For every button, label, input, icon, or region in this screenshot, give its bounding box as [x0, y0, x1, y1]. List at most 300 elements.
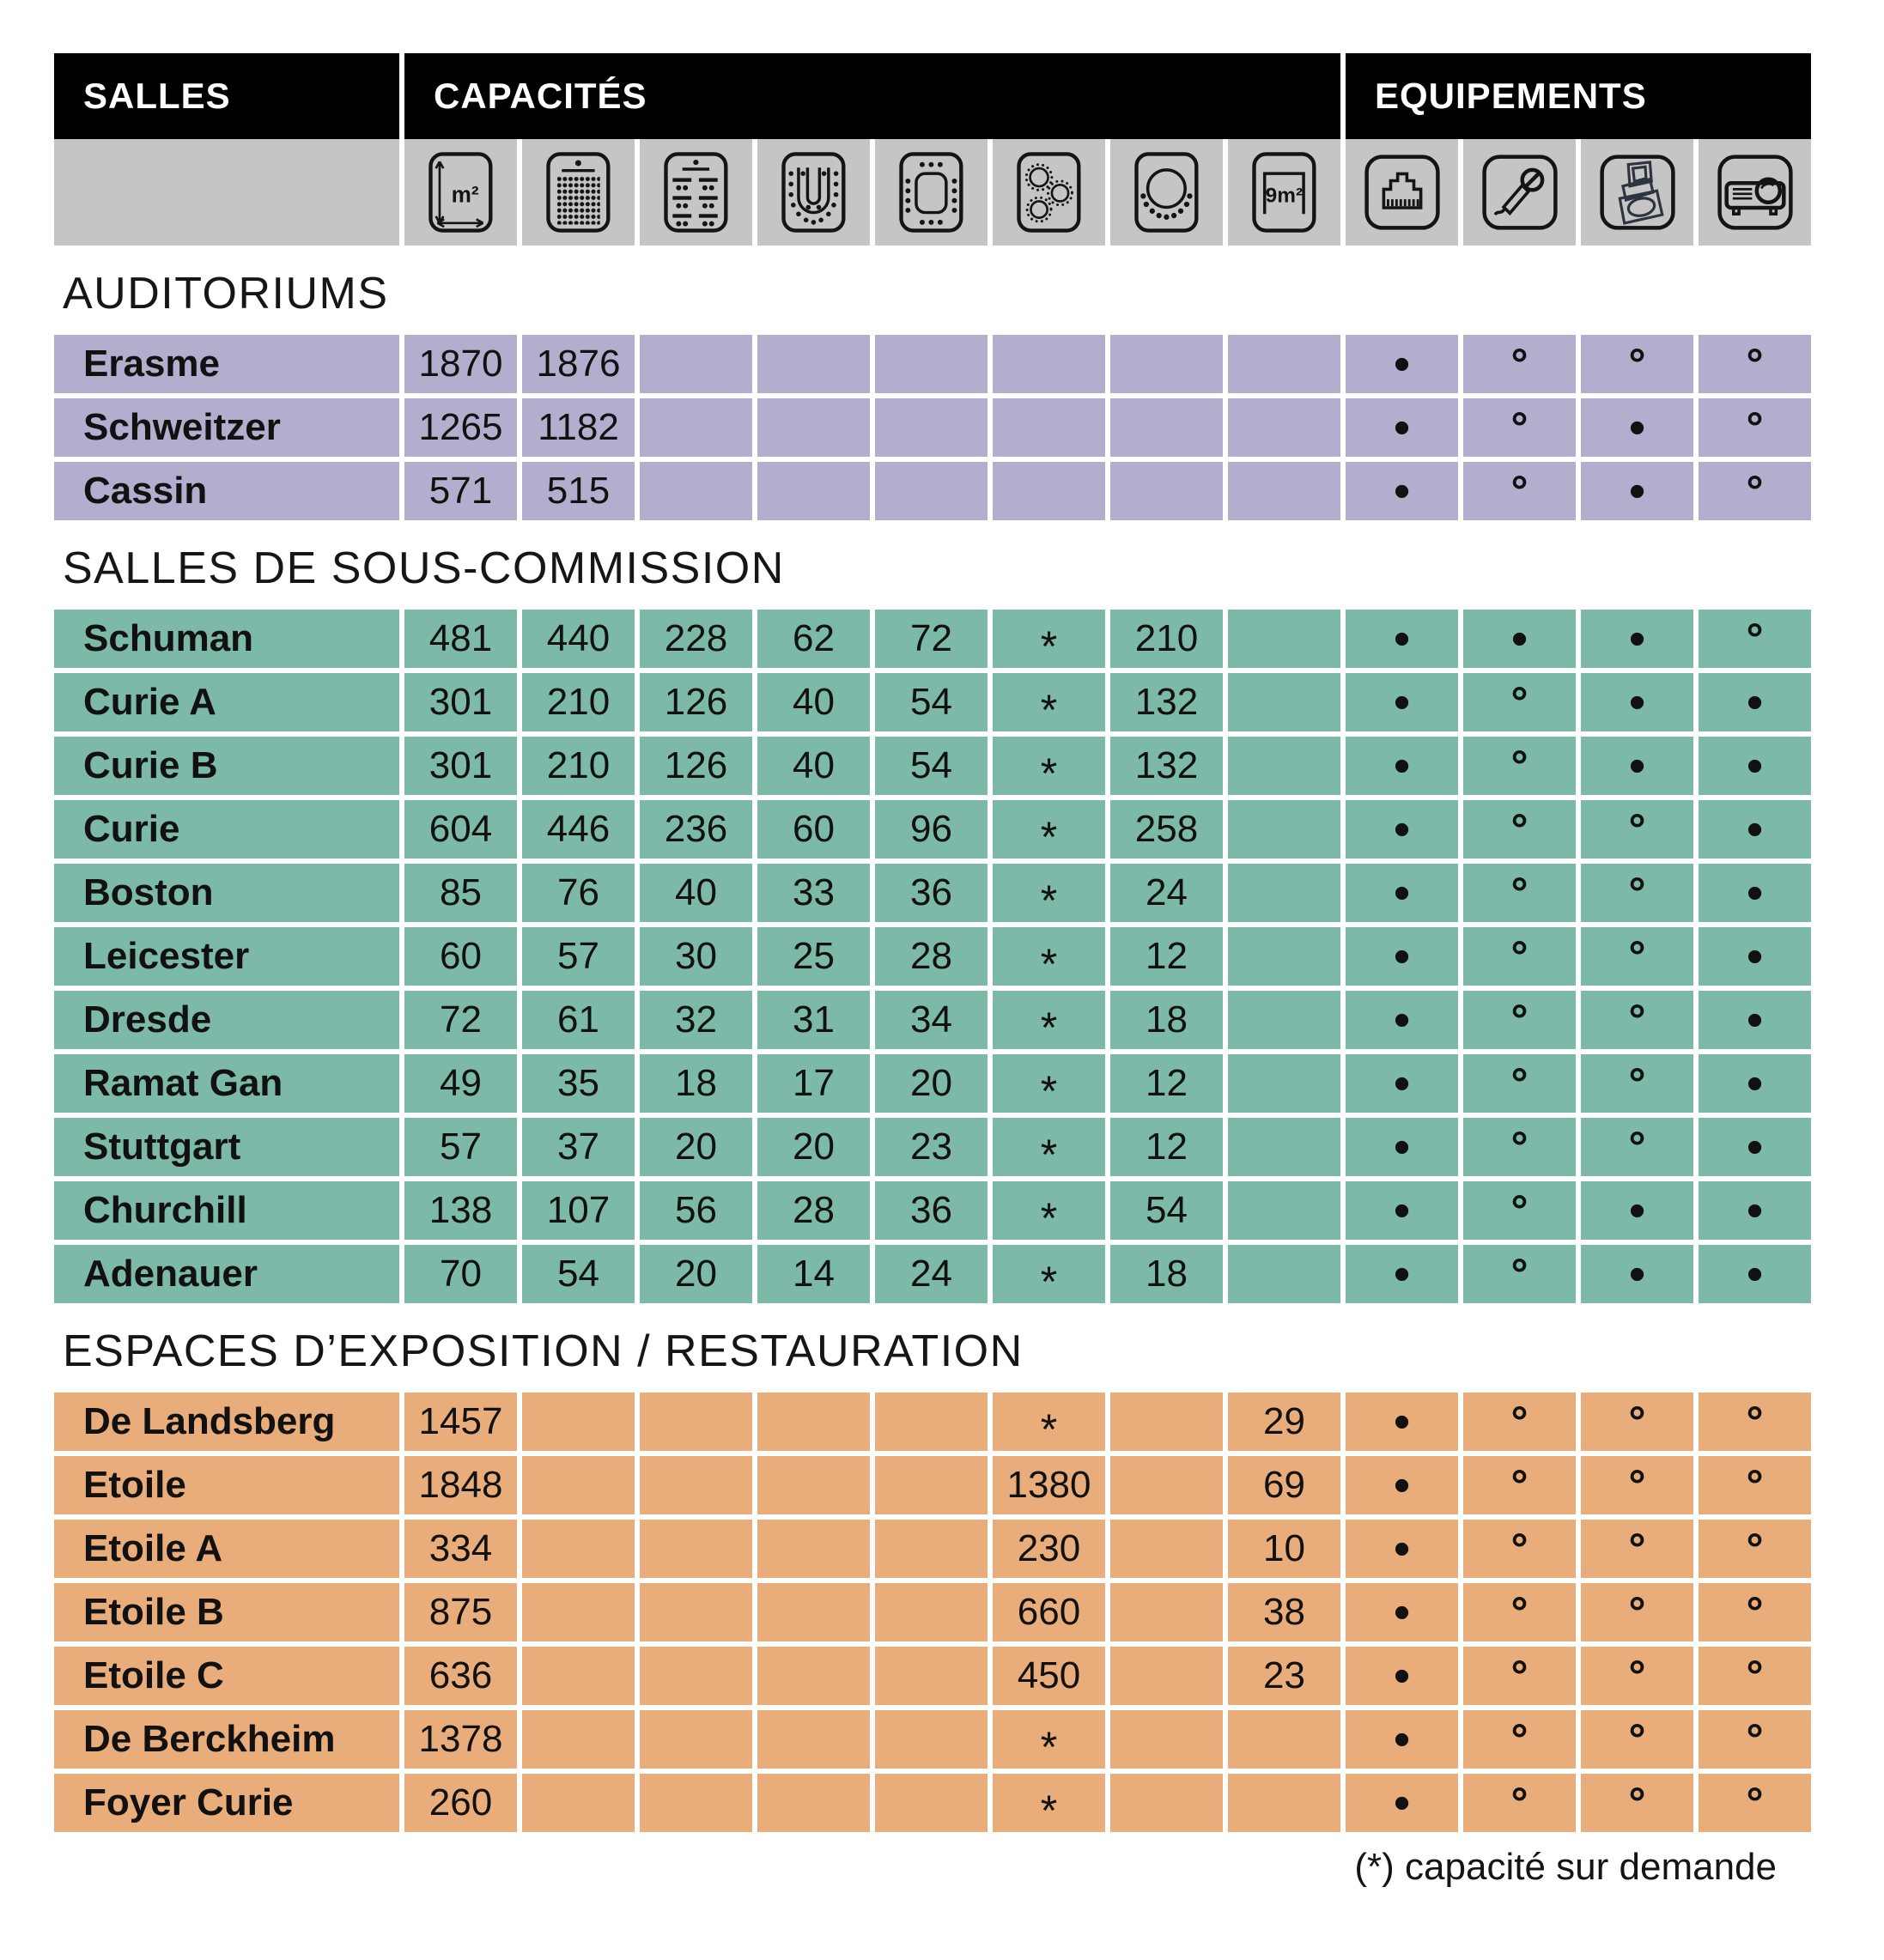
capacity-value: 54	[522, 1245, 635, 1303]
filled-dot-mark: •	[1393, 1458, 1411, 1512]
capacity-on-request-asterisk	[993, 1054, 1105, 1113]
filled-dot-mark: •	[1393, 1585, 1411, 1639]
room-name: Curie A	[54, 673, 399, 731]
equipment-included-dot	[1346, 927, 1458, 986]
filled-dot-mark: •	[1746, 929, 1764, 983]
equipment-included-dot	[1346, 800, 1458, 859]
table-row	[54, 610, 1811, 671]
empty-cell	[875, 1583, 988, 1641]
u-shape-icon	[757, 139, 870, 246]
empty-cell	[1228, 800, 1340, 859]
equipment-included-dot	[1699, 864, 1811, 922]
filled-dot-mark: •	[1393, 1394, 1411, 1448]
equipment-optional-circle	[1699, 1583, 1811, 1641]
empty-cell	[640, 462, 752, 520]
capacity-value: 37	[522, 1118, 635, 1176]
equipment-included-dot	[1346, 1245, 1458, 1303]
equipment-optional-circle	[1581, 1118, 1693, 1176]
open-circle-mark: °	[1628, 340, 1646, 388]
table-row	[54, 864, 1811, 925]
table-row	[54, 1054, 1811, 1113]
empty-cell	[757, 335, 870, 393]
table-row	[54, 1774, 1811, 1835]
filled-dot-mark: •	[1393, 865, 1411, 919]
filled-dot-mark: •	[1393, 802, 1411, 856]
empty-corner-cell	[54, 139, 399, 246]
equipment-included-dot	[1581, 737, 1693, 795]
empty-cell	[1228, 1054, 1340, 1113]
filled-dot-mark: •	[1393, 400, 1411, 454]
capacity-value: 54	[1110, 1181, 1223, 1240]
equipment-included-dot	[1581, 673, 1693, 731]
equipment-optional-circle	[1581, 1647, 1693, 1705]
empty-cell	[640, 1583, 752, 1641]
capacity-value: 85	[404, 864, 517, 922]
equipment-included-dot	[1346, 864, 1458, 922]
empty-cell	[640, 1647, 752, 1705]
capacity-value: 57	[522, 927, 635, 986]
equipment-optional-circle	[1699, 1710, 1811, 1769]
table-row	[54, 1520, 1811, 1578]
equipment-optional-circle	[1463, 1520, 1576, 1578]
equipment-optional-circle	[1581, 1774, 1693, 1832]
empty-cell	[993, 462, 1105, 520]
equipment-optional-circle	[1463, 1647, 1576, 1705]
room-name: Curie	[54, 800, 399, 859]
section-sous-commission	[54, 543, 1811, 1306]
capacity-value: 18	[1110, 1245, 1223, 1303]
empty-cell	[1228, 462, 1340, 520]
equipment-optional-circle	[1699, 610, 1811, 668]
capacity-value: 107	[522, 1181, 635, 1240]
empty-cell	[1110, 462, 1223, 520]
capacity-value: 450	[993, 1647, 1105, 1705]
empty-cell	[1228, 610, 1340, 668]
empty-cell	[522, 1393, 635, 1451]
equipment-included-dot	[1699, 1054, 1811, 1113]
empty-cell	[1228, 991, 1340, 1049]
capacity-value: 126	[640, 673, 752, 731]
room-name: Foyer Curie	[54, 1774, 399, 1832]
empty-cell	[522, 1647, 635, 1705]
room-name: Erasme	[54, 335, 399, 393]
empty-cell	[757, 1520, 870, 1578]
equipment-included-dot	[1346, 462, 1458, 520]
filled-dot-mark: •	[1746, 802, 1764, 856]
empty-cell	[1228, 1118, 1340, 1176]
equipment-optional-circle	[1699, 1647, 1811, 1705]
equipment-optional-circle	[1699, 1456, 1811, 1514]
projector-icon	[1699, 139, 1811, 246]
filled-dot-mark: •	[1628, 1247, 1646, 1301]
equipment-optional-circle	[1463, 1583, 1576, 1641]
capacity-value: 1378	[404, 1710, 517, 1769]
asterisk-mark: *	[1040, 940, 1058, 988]
equipment-included-dot	[1581, 1245, 1693, 1303]
room-name: De Landsberg	[54, 1393, 399, 1451]
capacity-value: 61	[522, 991, 635, 1049]
capacity-value: 31	[757, 991, 870, 1049]
equipment-included-dot	[1699, 991, 1811, 1049]
empty-cell	[1228, 398, 1340, 457]
asterisk-mark: *	[1040, 1131, 1058, 1179]
empty-cell	[757, 462, 870, 520]
empty-cell	[1110, 398, 1223, 457]
table-row	[54, 1181, 1811, 1240]
open-circle-mark: °	[1628, 1715, 1646, 1763]
table-row	[54, 1710, 1811, 1769]
section-rows	[54, 1393, 1811, 1835]
capacity-value: 72	[875, 610, 988, 668]
room-name: Schuman	[54, 610, 399, 668]
open-circle-mark: °	[1628, 1123, 1646, 1171]
empty-cell	[757, 1393, 870, 1451]
open-circle-mark: °	[1510, 1250, 1528, 1298]
empty-cell	[640, 1774, 752, 1832]
open-circle-mark: °	[1510, 1715, 1528, 1763]
filled-dot-mark: •	[1746, 1247, 1764, 1301]
empty-cell	[522, 1774, 635, 1832]
capacity-value: 24	[1110, 864, 1223, 922]
equipment-optional-circle	[1463, 927, 1576, 986]
capacity-value: 57	[404, 1118, 517, 1176]
capacity-value: 210	[522, 737, 635, 795]
filled-dot-mark: •	[1393, 929, 1411, 983]
area-m2-icon	[404, 139, 517, 246]
room-name: Etoile A	[54, 1520, 399, 1578]
equipment-included-dot	[1581, 1181, 1693, 1240]
open-circle-mark: °	[1628, 1059, 1646, 1107]
empty-cell	[875, 462, 988, 520]
open-circle-mark: °	[1628, 805, 1646, 853]
capacity-value: 481	[404, 610, 517, 668]
open-circle-mark: °	[1746, 404, 1764, 452]
equipment-included-dot	[1346, 1710, 1458, 1769]
equipment-optional-circle	[1463, 1181, 1576, 1240]
open-circle-mark: °	[1510, 678, 1528, 726]
empty-cell	[1228, 1710, 1340, 1769]
filled-dot-mark: •	[1393, 1120, 1411, 1174]
capacity-value: 236	[640, 800, 752, 859]
capacity-value: 69	[1228, 1456, 1340, 1514]
equipment-included-dot	[1699, 673, 1811, 731]
filled-dot-mark: •	[1393, 675, 1411, 729]
capacity-on-request-asterisk	[993, 673, 1105, 734]
capacity-value: 18	[1110, 991, 1223, 1049]
rooms-capacity-table	[54, 53, 1811, 1889]
equipment-included-dot	[1699, 1181, 1811, 1240]
equipment-included-dot	[1581, 610, 1693, 668]
filled-dot-mark: •	[1393, 1521, 1411, 1575]
equipment-optional-circle	[1581, 1456, 1693, 1514]
equipment-included-dot	[1346, 1774, 1458, 1832]
capacity-value: 210	[1110, 610, 1223, 668]
capacity-value: 301	[404, 737, 517, 795]
table-row	[54, 1583, 1811, 1641]
open-circle-mark: °	[1510, 1588, 1528, 1636]
section-exposition-restauration	[54, 1326, 1811, 1835]
equipment-included-dot	[1581, 398, 1693, 457]
equipment-optional-circle	[1699, 462, 1811, 520]
equipment-included-dot	[1346, 1054, 1458, 1113]
open-circle-mark: °	[1510, 404, 1528, 452]
table-row	[54, 1118, 1811, 1179]
table-row	[54, 335, 1811, 393]
asterisk-mark: *	[1040, 686, 1058, 734]
empty-cell	[640, 335, 752, 393]
capacity-value: 54	[875, 673, 988, 731]
capacity-value: 72	[404, 991, 517, 1049]
open-circle-mark: °	[1628, 1461, 1646, 1509]
asterisk-mark: *	[1040, 877, 1058, 925]
empty-cell	[1228, 1774, 1340, 1832]
open-circle-mark: °	[1510, 1398, 1528, 1446]
empty-cell	[757, 398, 870, 457]
empty-cell	[522, 1456, 635, 1514]
capacity-value: 230	[993, 1520, 1105, 1578]
equipment-optional-circle	[1463, 1054, 1576, 1113]
empty-cell	[757, 1647, 870, 1705]
equipment-optional-circle	[1463, 1245, 1576, 1303]
equipment-included-dot	[1346, 1393, 1458, 1451]
capacity-value: 334	[404, 1520, 517, 1578]
classroom-icon	[640, 139, 752, 246]
capacity-on-request-asterisk	[993, 927, 1105, 986]
column-icons-row	[54, 139, 1811, 246]
equipment-optional-circle	[1581, 800, 1693, 859]
table-row	[54, 462, 1811, 520]
empty-cell	[993, 398, 1105, 457]
capacity-value: 440	[522, 610, 635, 668]
empty-cell	[1110, 1393, 1223, 1451]
filled-dot-mark: •	[1628, 1183, 1646, 1237]
asterisk-mark: *	[1040, 1258, 1058, 1306]
section-rows	[54, 610, 1811, 1306]
capacity-value: 33	[757, 864, 870, 922]
equipment-optional-circle	[1463, 737, 1576, 795]
filled-dot-mark: •	[1393, 992, 1411, 1047]
capacity-value: 24	[875, 1245, 988, 1303]
open-circle-mark: °	[1746, 1461, 1764, 1509]
table-row	[54, 1245, 1811, 1306]
9m2-label: 9m²	[1265, 184, 1304, 208]
filled-dot-mark: •	[1746, 1120, 1764, 1174]
equipment-included-dot	[1346, 991, 1458, 1049]
capacity-value: 76	[522, 864, 635, 922]
room-name: Adenauer	[54, 1245, 399, 1303]
equipment-optional-circle	[1581, 927, 1693, 986]
capacity-on-request-asterisk	[993, 1710, 1105, 1769]
open-circle-mark: °	[1510, 1123, 1528, 1171]
filled-dot-mark: •	[1746, 1183, 1764, 1237]
room-name: Etoile B	[54, 1583, 399, 1641]
capacity-value: 49	[404, 1054, 517, 1113]
capacity-value: 1848	[404, 1456, 517, 1514]
open-circle-mark: °	[1510, 742, 1528, 790]
capacity-value: 604	[404, 800, 517, 859]
open-circle-mark: °	[1746, 1779, 1764, 1827]
capacity-value: 23	[875, 1118, 988, 1176]
open-circle-mark: °	[1746, 467, 1764, 515]
empty-cell	[757, 1583, 870, 1641]
filled-dot-mark: •	[1628, 464, 1646, 518]
open-circle-mark: °	[1628, 1588, 1646, 1636]
capacity-value: 132	[1110, 673, 1223, 731]
equipment-optional-circle	[1463, 800, 1576, 859]
equipment-included-dot	[1346, 1647, 1458, 1705]
capacity-value: 875	[404, 1583, 517, 1641]
filled-dot-mark: •	[1393, 1056, 1411, 1110]
equipment-optional-circle	[1463, 1118, 1576, 1176]
capacity-value: 1182	[522, 398, 635, 457]
table-row	[54, 991, 1811, 1052]
capacity-on-request-asterisk	[993, 864, 1105, 925]
room-name: Ramat Gan	[54, 1054, 399, 1113]
empty-cell	[1110, 1583, 1223, 1641]
open-circle-mark: °	[1510, 1525, 1528, 1573]
filled-dot-mark: •	[1393, 738, 1411, 792]
open-circle-mark: °	[1746, 1398, 1764, 1446]
capacity-value: 228	[640, 610, 752, 668]
room-name: De Berckheim	[54, 1710, 399, 1769]
capacity-value: 23	[1228, 1647, 1340, 1705]
asterisk-mark: *	[1040, 1067, 1058, 1115]
capacity-value: 132	[1110, 737, 1223, 795]
room-name: Curie B	[54, 737, 399, 795]
open-circle-mark: °	[1510, 1461, 1528, 1509]
equipment-included-dot	[1346, 1181, 1458, 1240]
capacity-value: 25	[757, 927, 870, 986]
capacity-value: 1870	[404, 335, 517, 393]
capacity-value: 30	[640, 927, 752, 986]
header-capacites: CAPACITÉS	[404, 53, 1340, 139]
capacity-value: 10	[1228, 1520, 1340, 1578]
empty-cell	[640, 1520, 752, 1578]
empty-cell	[1228, 864, 1340, 922]
equipment-included-dot	[1699, 1118, 1811, 1176]
empty-cell	[875, 1393, 988, 1451]
capacity-on-request-asterisk	[993, 991, 1105, 1052]
equipment-optional-circle	[1463, 462, 1576, 520]
capacity-value: 60	[757, 800, 870, 859]
equipment-included-dot	[1699, 737, 1811, 795]
table-row	[54, 927, 1811, 986]
filled-dot-mark: •	[1510, 611, 1528, 665]
capacity-value: 301	[404, 673, 517, 731]
capacity-value: 126	[640, 737, 752, 795]
room-name: Leicester	[54, 927, 399, 986]
reception-circle-icon	[1110, 139, 1223, 246]
open-circle-mark: °	[1510, 1186, 1528, 1235]
capacity-value: 660	[993, 1583, 1105, 1641]
capacity-value: 20	[640, 1118, 752, 1176]
open-circle-mark: °	[1746, 1715, 1764, 1763]
filled-dot-mark: •	[1393, 1247, 1411, 1301]
equipment-optional-circle	[1581, 864, 1693, 922]
capacity-value: 258	[1110, 800, 1223, 859]
capacity-value: 62	[757, 610, 870, 668]
open-circle-mark: °	[1510, 467, 1528, 515]
empty-cell	[875, 1520, 988, 1578]
filled-dot-mark: •	[1746, 675, 1764, 729]
empty-cell	[1110, 335, 1223, 393]
capacity-value: 12	[1110, 927, 1223, 986]
empty-cell	[522, 1583, 635, 1641]
equipment-optional-circle	[1463, 398, 1576, 457]
capacity-value: 38	[1228, 1583, 1340, 1641]
equipment-included-dot	[1699, 800, 1811, 859]
open-circle-mark: °	[1510, 869, 1528, 917]
equipment-optional-circle	[1463, 1456, 1576, 1514]
filled-dot-mark: •	[1628, 400, 1646, 454]
boardroom-icon	[875, 139, 988, 246]
table-row	[54, 1647, 1811, 1705]
capacity-on-request-asterisk	[993, 1393, 1105, 1451]
asterisk-mark: *	[1040, 1194, 1058, 1242]
open-circle-mark: °	[1510, 1779, 1528, 1827]
asterisk-mark: *	[1040, 1004, 1058, 1052]
capacity-value: 571	[404, 462, 517, 520]
filled-dot-mark: •	[1746, 865, 1764, 919]
equipment-optional-circle	[1463, 1710, 1576, 1769]
equipment-optional-circle	[1463, 1393, 1576, 1451]
capacity-on-request-asterisk	[993, 1245, 1105, 1306]
equipment-included-dot	[1346, 1456, 1458, 1514]
table-row	[54, 1393, 1811, 1451]
open-circle-mark: °	[1628, 1779, 1646, 1827]
capacity-value: 28	[875, 927, 988, 986]
room-name: Dresde	[54, 991, 399, 1049]
open-circle-mark: °	[1510, 996, 1528, 1044]
empty-cell	[1228, 1181, 1340, 1240]
capacity-value: 636	[404, 1647, 517, 1705]
capacity-value: 1876	[522, 335, 635, 393]
filled-dot-mark: •	[1393, 1712, 1411, 1766]
equipment-optional-circle	[1581, 1054, 1693, 1113]
equipment-included-dot	[1346, 1583, 1458, 1641]
room-name: Churchill	[54, 1181, 399, 1240]
header-salles: SALLES	[54, 53, 399, 139]
capacity-value: 36	[875, 864, 988, 922]
equipment-optional-circle	[1581, 1520, 1693, 1578]
capacity-on-request-asterisk	[993, 737, 1105, 798]
filled-dot-mark: •	[1628, 675, 1646, 729]
equipment-optional-circle	[1463, 335, 1576, 393]
microphone-icon	[1463, 139, 1576, 246]
table-row	[54, 673, 1811, 734]
open-circle-mark: °	[1746, 1525, 1764, 1573]
room-name: Stuttgart	[54, 1118, 399, 1176]
room-name: Etoile	[54, 1456, 399, 1514]
empty-cell	[640, 398, 752, 457]
m2-label: m²	[451, 181, 479, 208]
empty-cell	[522, 1710, 635, 1769]
open-circle-mark: °	[1628, 1525, 1646, 1573]
open-circle-mark: °	[1628, 1652, 1646, 1700]
equipment-included-dot	[1581, 462, 1693, 520]
capacity-value: 34	[875, 991, 988, 1049]
asterisk-mark: *	[1040, 1405, 1058, 1453]
capacity-value: 40	[640, 864, 752, 922]
open-circle-mark: °	[1628, 869, 1646, 917]
filled-dot-mark: •	[1746, 1056, 1764, 1110]
capacity-value: 1265	[404, 398, 517, 457]
equipment-included-dot	[1346, 673, 1458, 731]
open-circle-mark: °	[1510, 932, 1528, 980]
empty-cell	[757, 1456, 870, 1514]
equipment-optional-circle	[1463, 1774, 1576, 1832]
equipment-optional-circle	[1581, 335, 1693, 393]
